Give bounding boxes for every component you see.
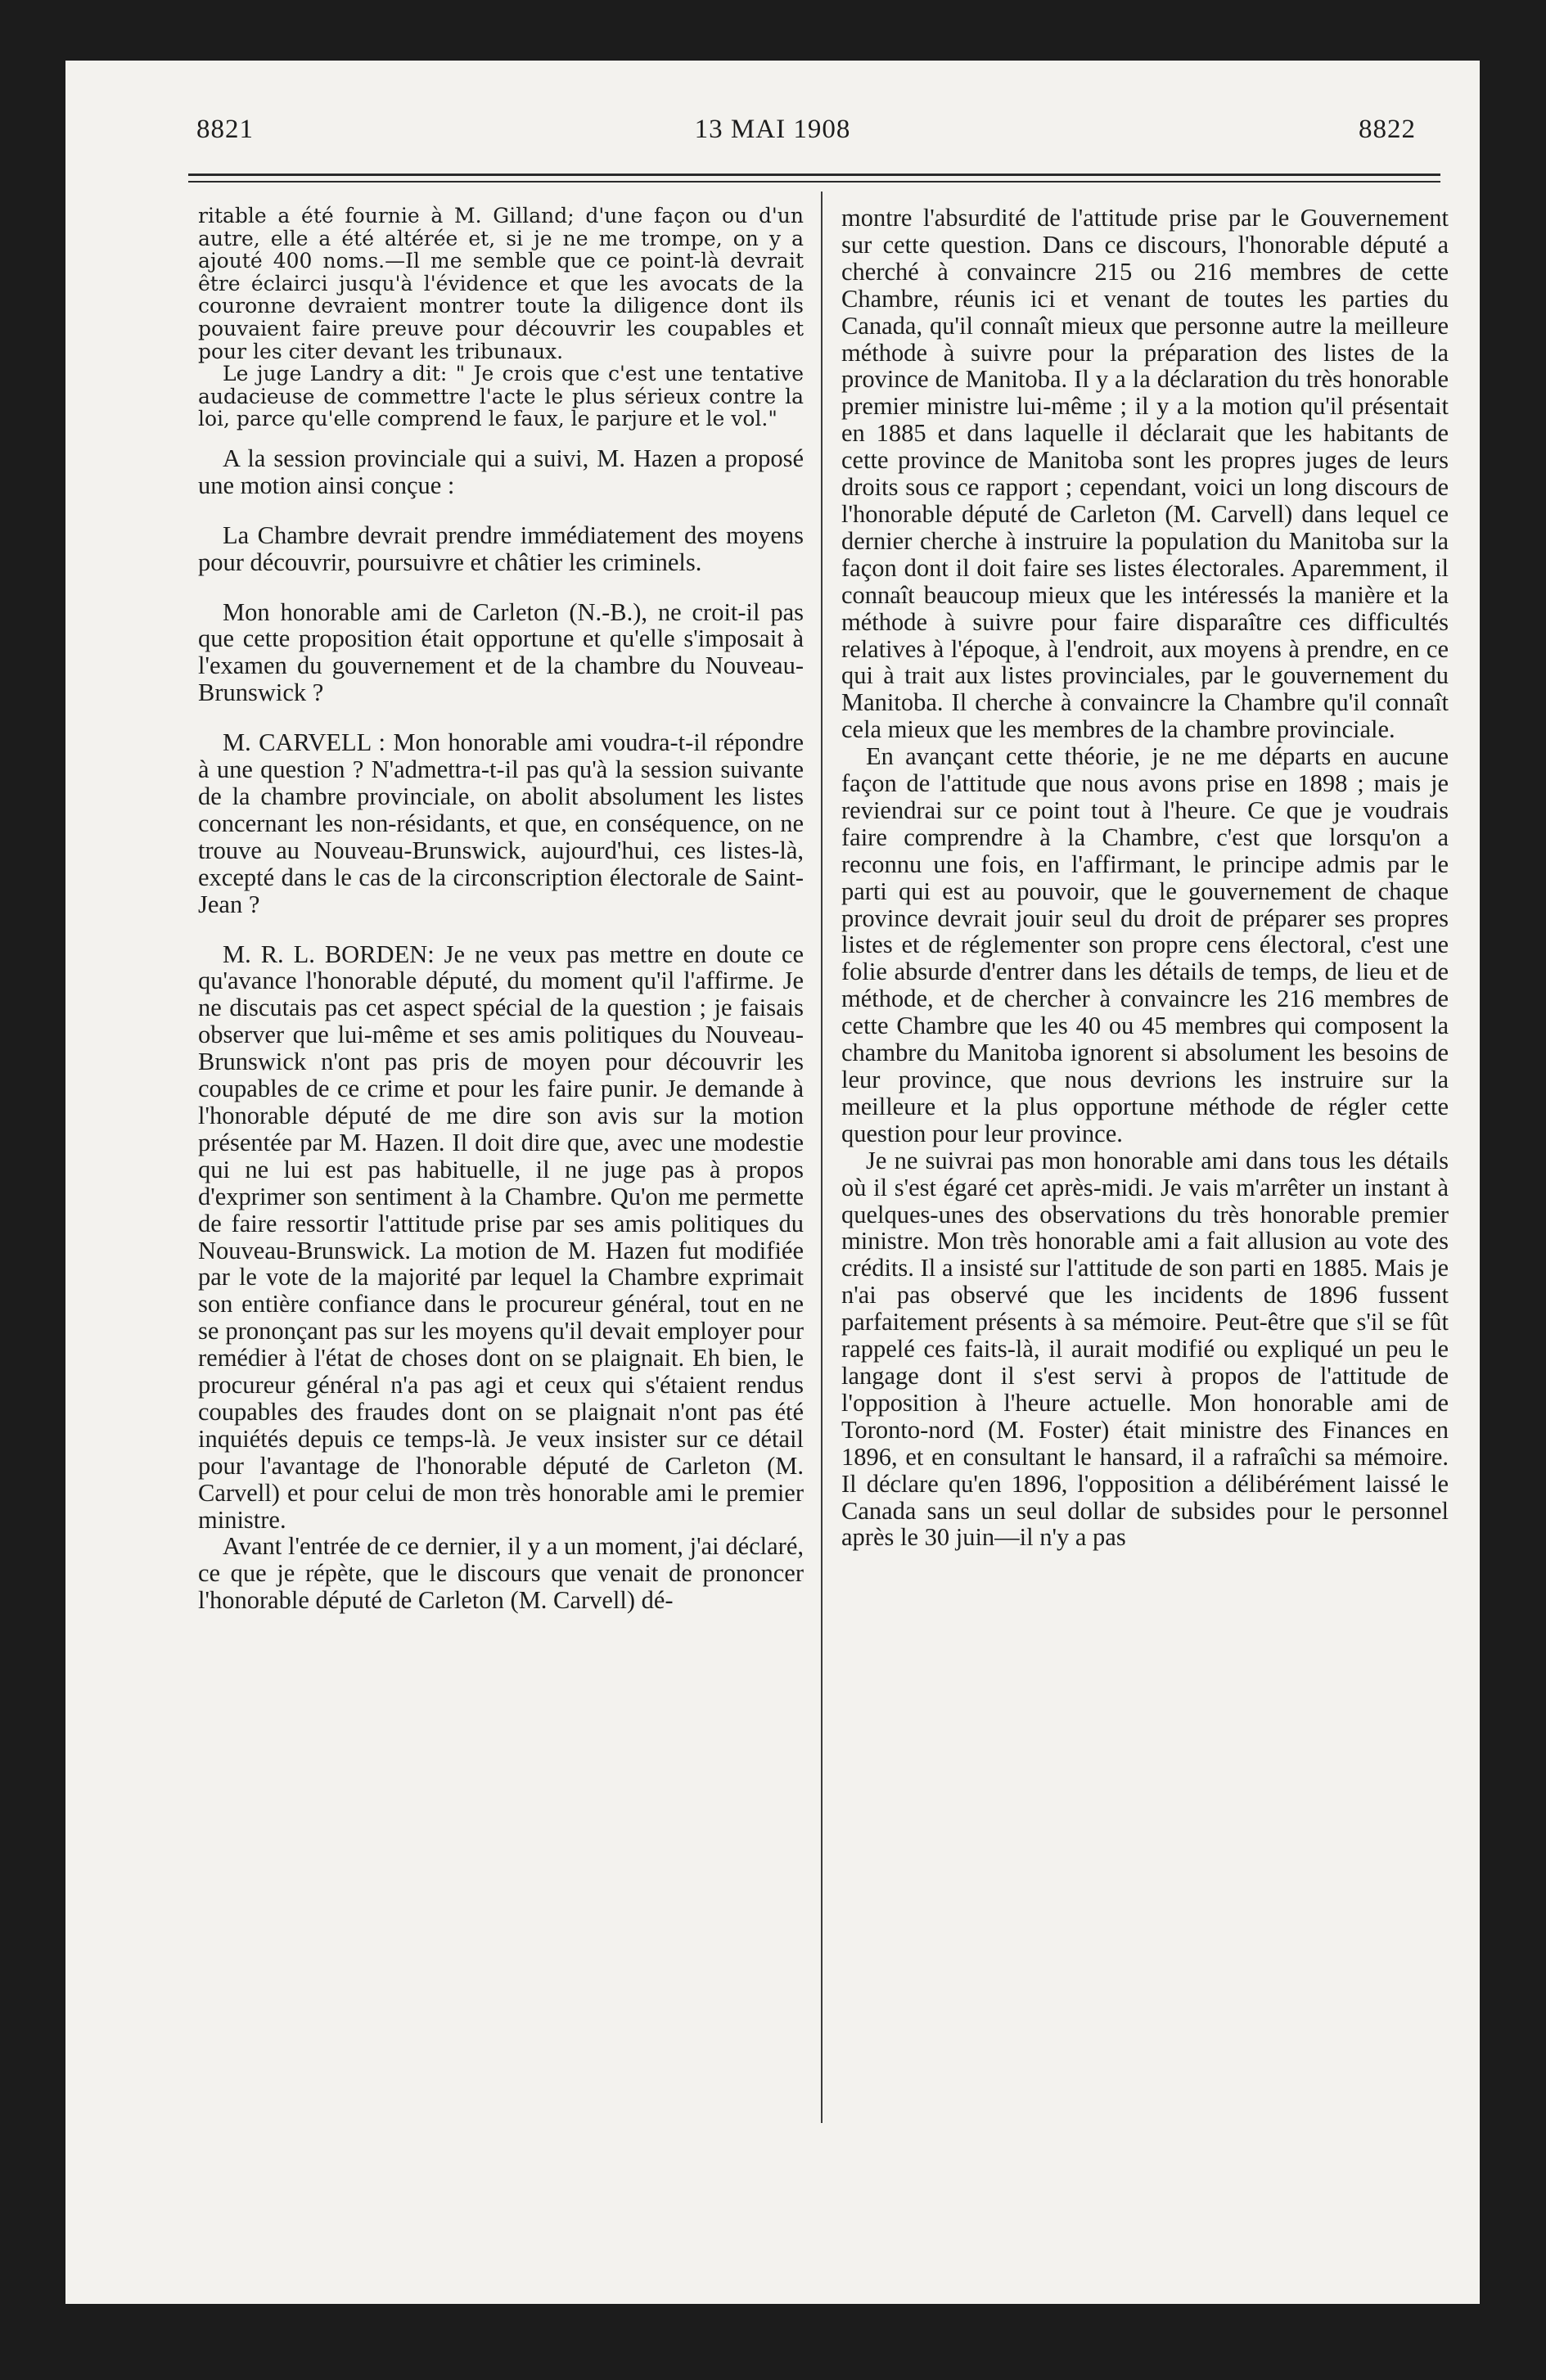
paragraph-quote-landry: Le juge Landry a dit: " Je crois que c'est une tentative audacieuse de commettre l'acte le plus sérieux contre la loi, parce qu'elle comprend le faux, le parjure et le vol." bbox=[198, 362, 804, 431]
scan-border-bottom bbox=[0, 2304, 1546, 2380]
left-column bbox=[198, 205, 804, 1614]
paragraph-carvell bbox=[198, 729, 804, 917]
page-date: 13 MAI 1908 bbox=[694, 115, 851, 144]
paragraph-motion-quote: La Chambre devrait prendre immédiatement des moyens pour découvrir, poursuivre et châtier les criminels. bbox=[198, 521, 804, 576]
paragraph-borden bbox=[198, 941, 804, 1534]
paragraph: ritable a été fournie à M. Gilland; d'une façon ou d'un autre, elle a été altérée et, si je ne me trompe, on y a ajouté 400 noms.—Il me semble que ce point-là devrait être éclairci jusqu'à l'évidence et que les avocats de la couronne devraient montrer toute la diligence dont ils pouvaient faire preuve pour découvrir les coupables et pour les citer devant les tribunaux. bbox=[198, 205, 804, 363]
paragraph: montre l'absurdité de l'attitude prise par le Gouvernement sur cette question. Dans ce discours, l'honorable député a cherché à convaincre 215 ou 216 membres de cette Chambre, réunis ici et venant de toutes les parties du Canada, qu'il connaît mieux que personne autre la meilleure méthode à suivre pour la préparation des listes de la province de Manitoba. Il y a la déclaration du très honorable premier ministre lui-même ; il y a la motion qu'il présentait en 1885 et dans laquelle il déclarait que les habitants de cette province de Manitoba sont les propres juges de leurs droits sous ce rapport ; cependant, voici un long discours de l'honorable député de Carleton (M. Carvell) dans lequel ce dernier cherche à instruire la population du Manitoba sur la façon dont il doit faire ses listes électorales. Aparemment, il connaît beaucoup mieux que les intéressés la manière et la méthode à suivre pour faire disparaître ces difficultés relatives à l'époque, à l'endroit, aux moyens à prendre, en ce qui à trait aux listes provinciales, par le gouvernement du Manitoba. Il cherche à convaincre la Chambre qu'il connaît cela mieux que les membres de la chambre provinciale. bbox=[841, 205, 1449, 744]
paragraph: En avançant cette théorie, je ne me départs en aucune façon de l'attitude que nous avons prise en 1898 ; mais je reviendrai sur ce point tout à l'heure. Ce que je voudrais faire comprendre à la Chambre, c'est que lorsqu'on a reconnu une fois, en l'affirmant, le principe admis par le parti qui est au pouvoir, que le gouvernement de chaque province devrait jouir seul du droit de préparer ses propres listes et de réglementer son propre cens électoral, c'est une folie absurde d'entrer dans les détails de temps, de lieu et de méthode, et de chercher à convaincre les 216 membres de cette Chambre que les 40 ou 45 membres qui composent la chambre du Manitoba ignorent si absolument les besoins de leur province, que nous devrions les instruire sur la meilleure et la plus opportune méthode de régler cette question pour leur province. bbox=[841, 742, 1449, 1147]
paragraph: Avant l'entrée de ce dernier, il y a un moment, j'ai déclaré, ce que je répète, que le discours que venait de prononcer l'honorable député de Carleton (M. Carvell) dé- bbox=[198, 1532, 804, 1615]
column-divider bbox=[821, 192, 823, 2123]
page bbox=[65, 61, 1480, 2304]
right-column bbox=[841, 205, 1449, 1551]
paragraph: Mon honorable ami de Carleton (N.-B.), ne croit-il pas que cette proposition était opportune et qu'elle s'imposait à l'examen du gouvernement et de la chambre du Nouveau-Brunswick ? bbox=[198, 597, 804, 707]
paragraph: A la session provinciale qui a suivi, M. Hazen a proposé une motion ainsi conçue : bbox=[198, 444, 804, 499]
header-rule-double bbox=[188, 181, 1440, 183]
scan-border-right bbox=[1480, 0, 1546, 2380]
speech-text: Je ne veux pas mettre en doute ce qu'avance l'honorable député, du moment qu'il l'affirme. Je ne discutais pas cet aspect spécial de la question ; je faisais observer que lui-même et ses amis politiques du Nouveau-Brunswick n'ont pas pris de moyen pour découvrir les coupables de ce crime et pour les faire punir. Je demande à l'honorable député de me dire son avis sur la motion présentée par M. Hazen. Il doit dire que, avec une modestie qui ne lui est pas habituelle, il ne juge pas à propos d'exprimer son sentiment à la Chambre. Qu'on me permette de faire ressortir l'attitude prise par ses amis politiques du Nouveau-Brunswick. La motion de M. Hazen fut modifiée par le vote de la majorité par lequel la Chambre exprimait son entière confiance dans le procureur général, tout en ne se prononçant pas sur les moyens qu'il devait employer pour remédier à l'état de choses dont on se plaignait. Eh bien, le procureur général n'a pas agi et ceux qui s'étaient rendus coupables des fraudes dont on se plaignait n'ont pas été inquiétés depuis ce temps-là. Je veux insister sur ce détail pour l'avantage de l'honorable député de Carleton (M. Carvell) et pour celui de mon très honorable ami le premier ministre. bbox=[198, 940, 804, 1534]
paragraph: Je ne suivrai pas mon honorable ami dans tous les détails où il s'est égaré cet après-midi. Je vais m'arrêter un instant à quelques-unes des observations du très honorable premier ministre. Mon très honorable ami a fait allusion au vote des crédits. Il a insisté sur l'attitude de son parti en 1885. Mais je n'ai pas observé que les incidents de 1896 fussent parfaitement présents à sa mémoire. Peut-être que s'il se fût rappelé ces faits-là, il aurait modifié ou expliqué un peu le langage dont il s'est servi à propos de l'attitude de l'opposition à l'heure actuelle. Mon honorable ami de Toronto-nord (M. Foster) était ministre des Finances en 1896, et en consultant le hansard, il a rafraîchi sa mémoire. Il déclare qu'en 1896, l'opposition a délibérément laissé le Canada sans un seul dollar de subsides pour le personnel après le 30 juin—il n'y a pas bbox=[841, 1146, 1449, 1552]
page-number-left: 8821 bbox=[196, 115, 254, 144]
speaker-name: M. CARVELL : bbox=[223, 728, 386, 757]
scan-border-left bbox=[0, 0, 65, 2380]
page-number-right: 8822 bbox=[1359, 115, 1416, 144]
scan-border-top bbox=[0, 0, 1546, 61]
header-rule bbox=[188, 174, 1440, 176]
speaker-name: M. R. L. BORDEN: bbox=[223, 940, 435, 968]
speech-text: Mon honorable ami voudra-t-il répondre à une question ? N'admettra-t-il pas qu'à la session suivante de la chambre provinciale, on abolit absolument les listes concernant les non-résidants, et que, en conséquence, on ne trouve au Nouveau-Brunswick, aujourd'hui, ces listes-là, excepté dans le cas de la circonscription électorale de Saint-Jean ? bbox=[198, 728, 804, 918]
